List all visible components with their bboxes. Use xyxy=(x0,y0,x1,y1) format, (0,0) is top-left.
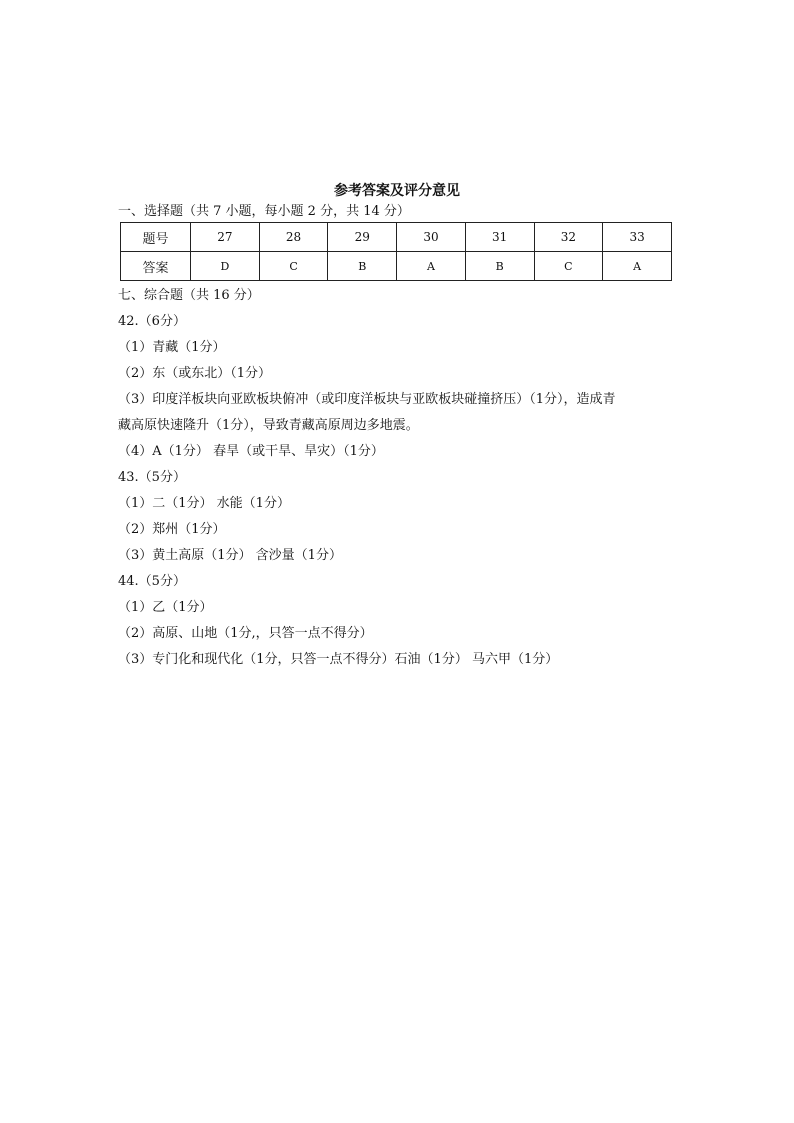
question-number: 31 xyxy=(465,223,534,252)
answer-line: （2）高原、山地（1分,，只答一点不得分） xyxy=(118,626,373,641)
answer-line: （3）黄土高原（1分） 含沙量（1分） xyxy=(118,548,342,563)
question-number: 27 xyxy=(191,223,260,252)
question-number: 33 xyxy=(603,223,672,252)
answer-cell: B xyxy=(328,252,397,281)
answer-cell: A xyxy=(397,252,466,281)
row-label-numbers: 题号 xyxy=(121,223,191,252)
answer-line: （3）印度洋板块向亚欧板块俯冲（或印度洋板块与亚欧板块碰撞挤压）（1分），造成青 xyxy=(118,392,616,407)
answer-line: 藏高原快速隆升（1分），导致青藏高原周边多地震。 xyxy=(118,418,419,433)
question-heading-44: 44.（5分） xyxy=(118,574,186,589)
table-row-numbers xyxy=(121,223,672,252)
page-title: 参考答案及评分意见 xyxy=(334,183,460,199)
answer-line: （4）A（1分） 春旱（或干旱、旱灾）（1分） xyxy=(118,444,384,459)
row-label-answers: 答案 xyxy=(121,252,191,281)
answer-line: （1）青藏（1分） xyxy=(118,340,226,355)
answer-cell: C xyxy=(259,252,328,281)
question-heading-42: 42.（6分） xyxy=(118,314,186,329)
table-row-answers xyxy=(121,252,672,281)
answer-table xyxy=(120,222,672,281)
answer-line: （1）二（1分） 水能（1分） xyxy=(118,496,290,511)
answer-line: （3）专门化和现代化（1分，只答一点不得分）石油（1分） 马六甲（1分） xyxy=(118,652,559,667)
question-heading-43: 43.（5分） xyxy=(118,470,186,485)
answer-cell: A xyxy=(603,252,672,281)
question-number: 29 xyxy=(328,223,397,252)
question-number: 28 xyxy=(259,223,328,252)
answer-cell: B xyxy=(465,252,534,281)
question-number: 30 xyxy=(397,223,466,252)
answer-line: （2）郑州（1分） xyxy=(118,522,226,537)
answer-line: （1）乙（1分） xyxy=(118,600,213,615)
section-heading-choice: 一、选择题（共 7 小题，每小题 2 分，共 14 分） xyxy=(118,204,410,219)
question-number: 32 xyxy=(534,223,603,252)
answer-cell: D xyxy=(191,252,260,281)
answer-cell: C xyxy=(534,252,603,281)
section-heading-comprehensive: 七、综合题（共 16 分） xyxy=(118,288,260,303)
answer-line: （2）东（或东北）（1分） xyxy=(118,366,272,381)
